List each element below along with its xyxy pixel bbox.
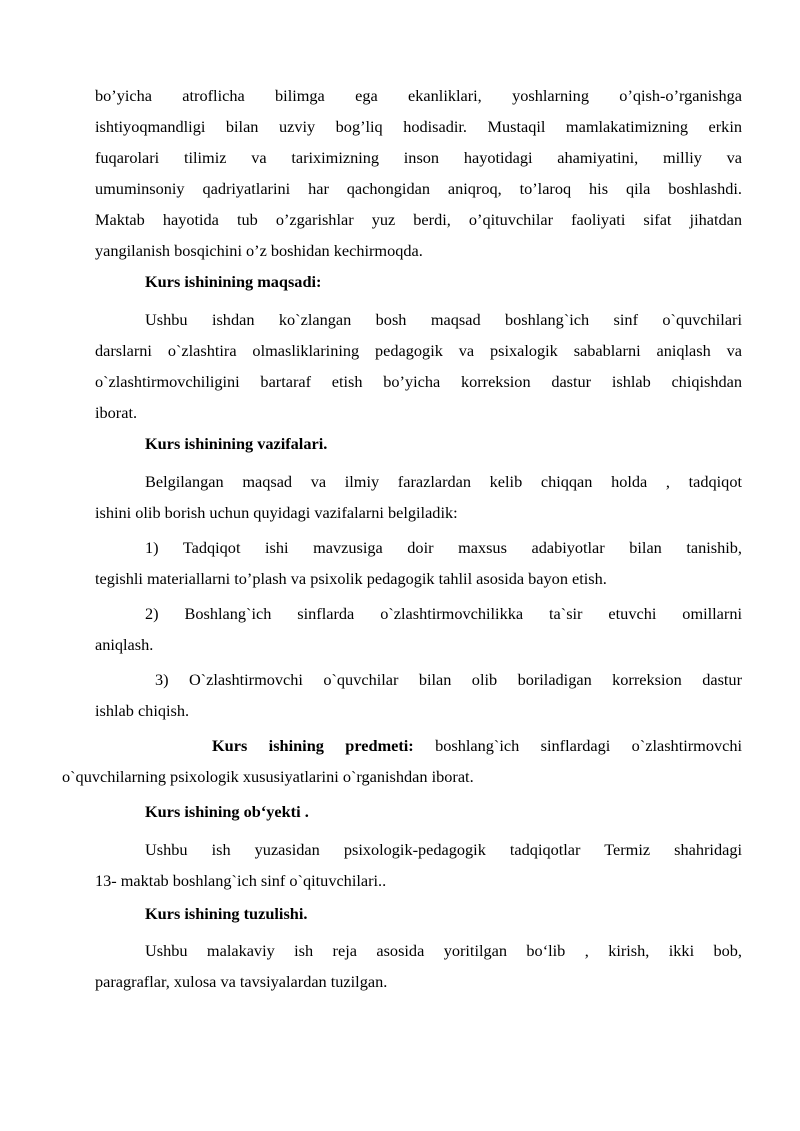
paragraph-line: ishtiyoqmandligi bilan uzviy bog’liq hodisadir. Mustaqil mamlakatimizning erkin	[95, 117, 742, 136]
section-heading-goal: Kurs ishinining maqsadi:	[145, 272, 322, 291]
paragraph-line: darslarni o`zlashtira olmasliklarining pedagogik va psixalogik sabablarni aniqlash va	[95, 341, 742, 360]
paragraph-line: paragraflar, xulosa va tavsiyalardan tuzilgan.	[95, 972, 388, 991]
subject-line	[212, 736, 742, 756]
paragraph-line: yangilanish bosqichini o’z boshidan kechirmoqda.	[95, 241, 423, 260]
paragraph-line: o`zlashtirmovchiligini bartaraf etish bo’yicha korreksion dastur ishlab chiqishdan	[95, 372, 742, 391]
paragraph-line: bo’yicha atroflicha bilimga ega ekanliklari, yoshlarning o’qish-o’rganishga	[95, 86, 742, 105]
section-heading-tasks: Kurs ishinining vazifalari.	[145, 434, 328, 453]
paragraph-line: Ushbu malakaviy ish reja asosida yoritilgan bo‘lib , kirish, ikki bob,	[145, 941, 742, 960]
paragraph-line: Ushbu ishdan ko`zlangan bosh maqsad boshlang`ich sinf o`quvchilari	[145, 310, 742, 329]
list-item-1: 1) Tadqiqot ishi mavzusiga doir maxsus adabiyotlar bilan tanishib,	[145, 538, 742, 557]
paragraph-line: aniqlash.	[95, 635, 154, 654]
section-heading-subject: Kurs ishining predmeti:	[212, 736, 414, 755]
list-item-2: 2) Boshlang`ich sinflarda o`zlashtirmovchilikka ta`sir etuvchi omillarni	[145, 604, 742, 623]
paragraph-line: o`quvchilarning psixologik xususiyatlarini o`rganishdan iborat.	[62, 767, 474, 786]
paragraph-line: iborat.	[95, 403, 138, 422]
paragraph-line: Belgilangan maqsad va ilmiy farazlardan kelib chiqqan holda , tadqiqot	[145, 472, 742, 491]
paragraph-line: ishlab chiqish.	[95, 701, 190, 720]
paragraph-line: ishini olib borish uchun quyidagi vazifalarni belgiladik:	[95, 503, 458, 522]
paragraph-line: fuqarolari tilimiz va tariximizning inson hayotidagi ahamiyatini, milliy va	[95, 148, 742, 167]
paragraph-line: tegishli materiallarni to’plash va psixolik pedagogik tahlil asosida bayon etish.	[95, 569, 607, 588]
paragraph-line: umuminsoniy qadriyatlarini har qachongidan aniqroq, to’laroq his qila boshlashdi.	[95, 179, 742, 198]
paragraph-line: Ushbu ish yuzasidan psixologik-pedagogik tadqiqotlar Termiz shahridagi	[145, 840, 742, 859]
subject-text: boshlang`ich sinflardagi o`zlashtirmovchi	[413, 736, 742, 755]
paragraph-line: Maktab hayotida tub o’zgarishlar yuz berdi, o’qituvchilar faoliyati sifat jihatdan	[95, 210, 742, 229]
paragraph-line: 13- maktab boshlang`ich sinf o`qituvchilari..	[95, 871, 387, 890]
section-heading-structure: Kurs ishining tuzulishi.	[145, 904, 308, 923]
section-heading-object: Kurs ishining ob‘yekti .	[145, 802, 309, 821]
list-item-3: 3) O`zlashtirmovchi o`quvchilar bilan olib boriladigan korreksion dastur	[155, 670, 742, 689]
